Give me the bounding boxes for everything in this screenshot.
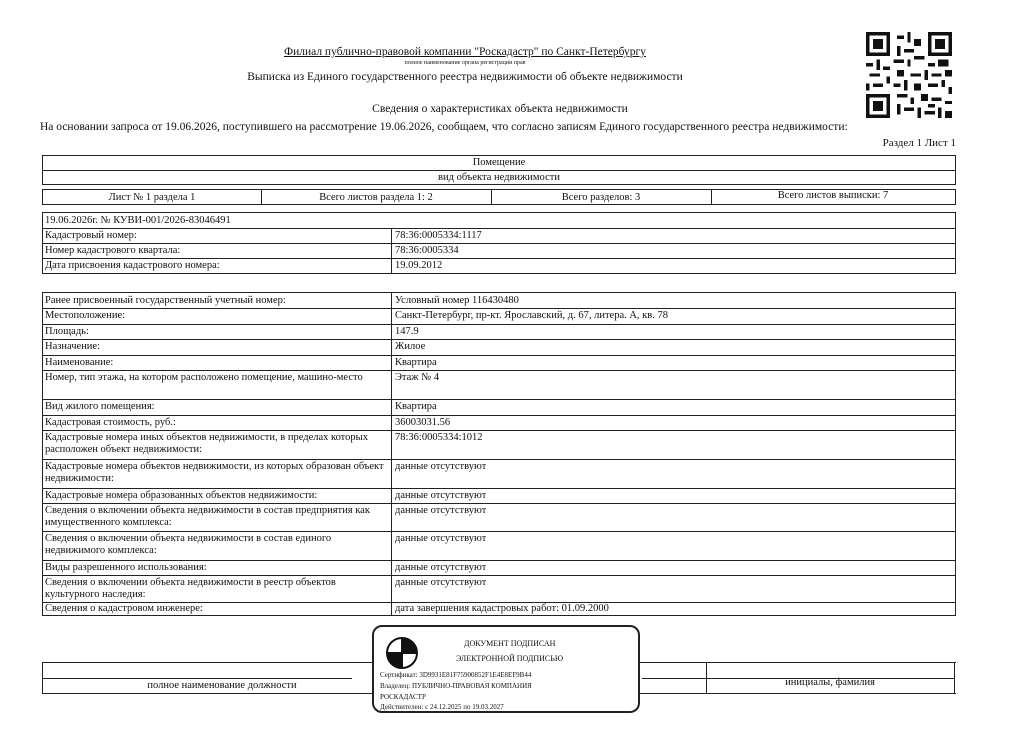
detail-label: Сведения о кадастровом инженере: [45, 603, 203, 614]
detail-label: Сведения о включении объекта недвижимости в состав единого недвижимого комплекса: [45, 533, 332, 556]
divider [43, 459, 955, 460]
detail-value: данные отсутствуют [395, 490, 487, 501]
detail-value: данные отсутствуют [395, 562, 487, 573]
assignment-date-value: 19.09.2012 [395, 260, 443, 271]
detail-label: Наименование: [45, 357, 114, 368]
divider [43, 370, 955, 371]
divider [43, 560, 955, 561]
sheet-info-row [42, 189, 956, 205]
stamp-line: ДОКУМЕНТ ПОДПИСАН [464, 639, 556, 648]
detail-value: 147.9 [395, 326, 419, 337]
organization-caption: полное наименование органа регистрации прав [404, 60, 526, 66]
stamp-line: Владелец: ПУБЛИЧНО-ПРАВОВАЯ КОМПАНИЯ [380, 682, 532, 690]
extract-date-number: 19.06.2026г. № КУВИ-001/2026-83046491 [45, 215, 231, 226]
detail-value: Квартира [395, 401, 437, 412]
detail-label: Кадастровые номера иных объектов недвижимости, в пределах которых расположен объект недвижимости: [45, 432, 368, 455]
object-type-block [42, 155, 956, 185]
detail-label: Кадастровые номера объектов недвижимости, из которых образован объект недвижимости: [45, 461, 384, 484]
detail-label: Кадастровая стоимость, руб.: [45, 417, 176, 428]
divider [43, 308, 955, 309]
organization-name: Филиал публично-правовой компании "Роскадастр" по Санкт-Петербургу [283, 46, 646, 58]
detail-label: Сведения о включении объекта недвижимости в состав предприятия как имущественного комплекса: [45, 505, 370, 528]
detail-label: Назначение: [45, 341, 101, 352]
divider [42, 678, 352, 679]
object-type-caption: вид объекта недвижимости [438, 172, 560, 183]
divider [43, 258, 955, 259]
assignment-date-label: Дата присвоения кадастрового номера: [45, 260, 220, 271]
cadastral-quarter-label: Номер кадастрового квартала: [45, 245, 181, 256]
detail-label: Виды разрешенного использования: [45, 562, 207, 573]
stamp-line: ЭЛЕКТРОННОЙ ПОДПИСЬЮ [456, 654, 564, 663]
detail-value: Квартира [395, 357, 437, 368]
divider [954, 663, 955, 693]
document-subtitle: Сведения о характеристиках объекта недвижимости [372, 103, 628, 115]
detail-value: Этаж № 4 [395, 372, 440, 383]
divider [43, 531, 955, 532]
detail-label: Номер, тип этажа, на котором расположено помещение, машино-место [45, 372, 363, 383]
detail-value: данные отсутствуют [395, 461, 487, 472]
divider [43, 324, 955, 325]
section-sheet-label: Раздел 1 Лист 1 [882, 137, 956, 149]
divider [43, 355, 955, 356]
divider [43, 503, 955, 504]
stamp-line: РОСКАДАСТР [380, 693, 426, 701]
divider [43, 170, 955, 171]
divider [43, 430, 955, 431]
detail-value: 78:36:0005334:1012 [395, 432, 483, 443]
sheet-number: Лист № 1 раздела 1 [108, 192, 196, 203]
request-text: На основании запроса от 19.06.2026, поступившего на рассмотрение 19.06.2026, сообщаем, что согласно записям Единого государственного реестра недвижимости: [40, 121, 848, 133]
detail-value: дата завершения кадастровых работ: 01.09.2000 [395, 603, 609, 614]
divider [43, 399, 955, 400]
divider [391, 293, 392, 615]
document-title: Выписка из Единого государственного реестра недвижимости об объекте недвижимости [247, 71, 683, 83]
detail-value: данные отсутствуют [395, 505, 487, 516]
electronic-signature-stamp [372, 625, 640, 713]
roskadastr-emblem-icon [384, 635, 420, 673]
cadastral-number-value: 78:36:0005334:1117 [395, 230, 482, 241]
divider [43, 243, 955, 244]
detail-value: Условный номер 116430480 [395, 295, 519, 306]
detail-label: Ранее присвоенный государственный учетный номер: [45, 295, 286, 306]
detail-value: Санкт-Петербург, пр-кт. Ярославский, д. 67, литера. А, кв. 78 [395, 310, 668, 321]
cadastral-quarter-value: 78:36:0005334 [395, 245, 459, 256]
divider [43, 488, 955, 489]
stamp-line: Сертификат: 3D9931E81F75900852F1E4E8EF9B44 [380, 671, 532, 679]
detail-label: Вид жилого помещения: [45, 401, 155, 412]
detail-label: Площадь: [45, 326, 89, 337]
detail-value: данные отсутствуют [395, 533, 487, 544]
total-extract-sheets: Всего листов выписки: 7 [777, 190, 889, 201]
cadastral-number-label: Кадастровый номер: [45, 230, 137, 241]
detail-value: Жилое [395, 341, 426, 352]
detail-value: 36003031.56 [395, 417, 451, 428]
qr-code [866, 32, 952, 118]
ident-block [42, 212, 956, 274]
divider [43, 575, 955, 576]
total-sections: Всего разделов: 3 [561, 192, 641, 203]
divider [43, 339, 955, 340]
detail-label: Кадастровые номера образованных объектов недвижимости: [45, 490, 318, 501]
position-caption: полное наименование должности [147, 680, 297, 691]
detail-label: Местоположение: [45, 310, 126, 321]
stamp-line: Действителен: с 24.12.2025 по 19.03.2027 [380, 703, 504, 711]
name-caption: инициалы, фамилия [785, 677, 875, 688]
object-type: Помещение [472, 157, 526, 168]
detail-value: данные отсутствуют [395, 577, 487, 588]
details-table [42, 292, 956, 616]
detail-label: Сведения о включении объекта недвижимости в реестр объектов культурного наследия: [45, 577, 336, 600]
total-section-sheets: Всего листов раздела 1: 2 [319, 192, 433, 203]
divider [43, 228, 955, 229]
divider [391, 228, 392, 273]
divider [43, 415, 955, 416]
